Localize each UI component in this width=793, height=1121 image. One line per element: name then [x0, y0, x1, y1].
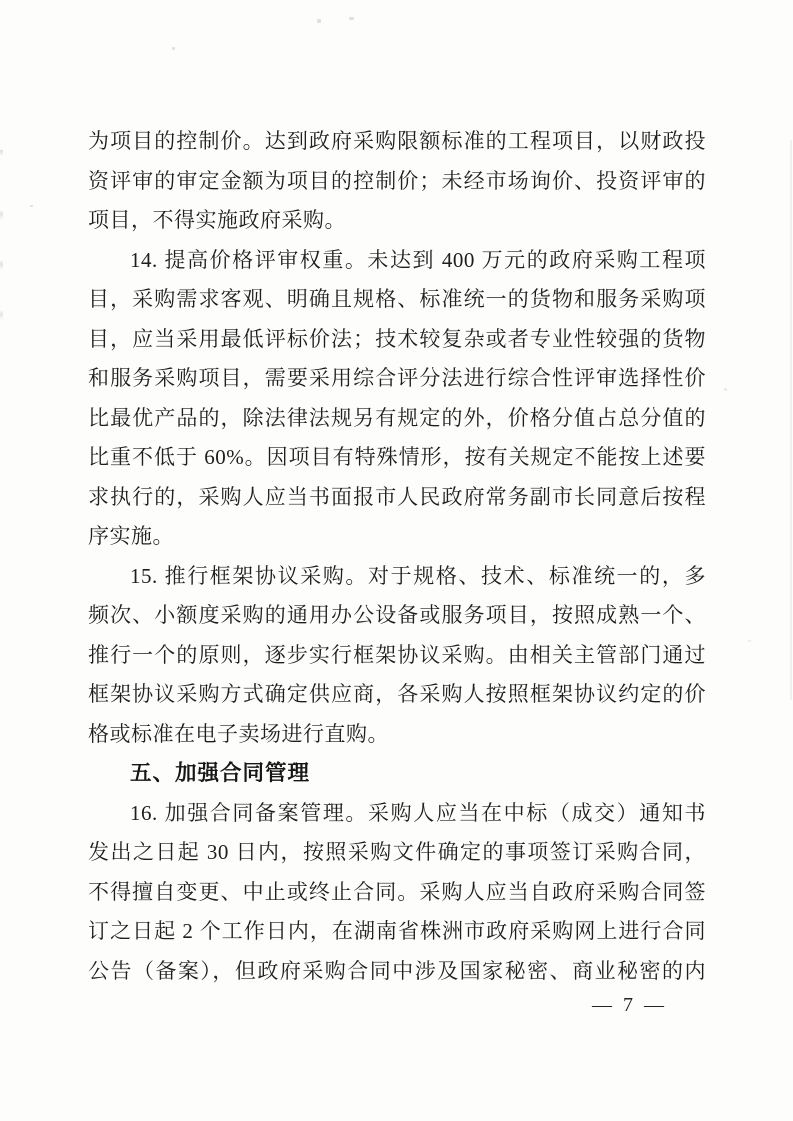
text-line: 16. 加强合同备案管理。采购人应当在中标（成交）通知书 [130, 800, 706, 825]
text-line: 序实施。 [88, 524, 174, 548]
page-number: — 7 — [592, 994, 667, 1016]
text-line: 项目，不得实施政府采购。 [88, 208, 346, 232]
text-line: 框架协议采购方式确定供应商，各采购人按照框架协议约定的价 [88, 682, 706, 706]
text-line: 为项目的控制价。达到政府采购限额标准的工程项目，以财政投 [88, 129, 706, 153]
text-line: 发出之日起 30 日内，按照采购文件确定的事项签订采购合同， [88, 840, 706, 864]
section-heading: 五、加强合同管理 [130, 761, 311, 785]
scan-edge-shadow [790, 140, 792, 700]
text-line: 比重不低于 60%。因项目有特殊情形，按有关规定不能按上述要 [88, 445, 706, 469]
text-line: 订之日起 2 个工作日内，在湖南省株洲市政府采购网上进行合同 [88, 919, 706, 943]
text-line: 和服务采购项目，需要采用综合评分法进行综合性评审选择性价 [88, 366, 706, 390]
text-line: 不得擅自变更、中止或终止合同。采购人应当自政府采购合同签 [88, 879, 706, 904]
text-line: 14. 提高价格评审权重。未达到 400 万元的政府采购工程项 [130, 247, 706, 272]
scan-speckle [724, 388, 727, 391]
scan-speckle [748, 640, 751, 642]
text-line: 资评审的审定金额为项目的控制价；未经市场询价、投资评审的 [88, 168, 706, 193]
text-line: 公告（备案），但政府采购合同中涉及国家秘密、商业秘密的内 [88, 958, 706, 983]
text-line: 格或标准在电子卖场进行直购。 [88, 721, 389, 746]
text-line: 比最优产品的，除法律法规另有规定的外，价格分值占总分值的 [88, 405, 706, 430]
text-line: 15. 推行框架协议采购。对于规格、技术、标准统一的，多 [130, 563, 706, 588]
text-line: 频次、小额度采购的通用办公设备或服务项目，按照成熟一个、 [88, 603, 706, 627]
text-line: 推行一个的原则，逐步实行框架协议采购。由相关主管部门通过 [88, 642, 706, 667]
text-line: 求执行的，采购人应当书面报市人民政府常务副市长同意后按程 [88, 484, 706, 509]
text-line: 目，采购需求客观、明确且规格、标准统一的货物和服务采购项 [88, 287, 706, 311]
scan-speckle [172, 47, 175, 50]
scan-speckle [349, 17, 354, 20]
text-line: 目，应当采用最低评标价法；技术较复杂或者专业性较强的货物 [88, 326, 706, 351]
scan-speckle [317, 19, 321, 23]
document-lines [88, 122, 706, 991]
scan-speckle [30, 205, 33, 207]
scan-edge-marks [0, 150, 3, 470]
